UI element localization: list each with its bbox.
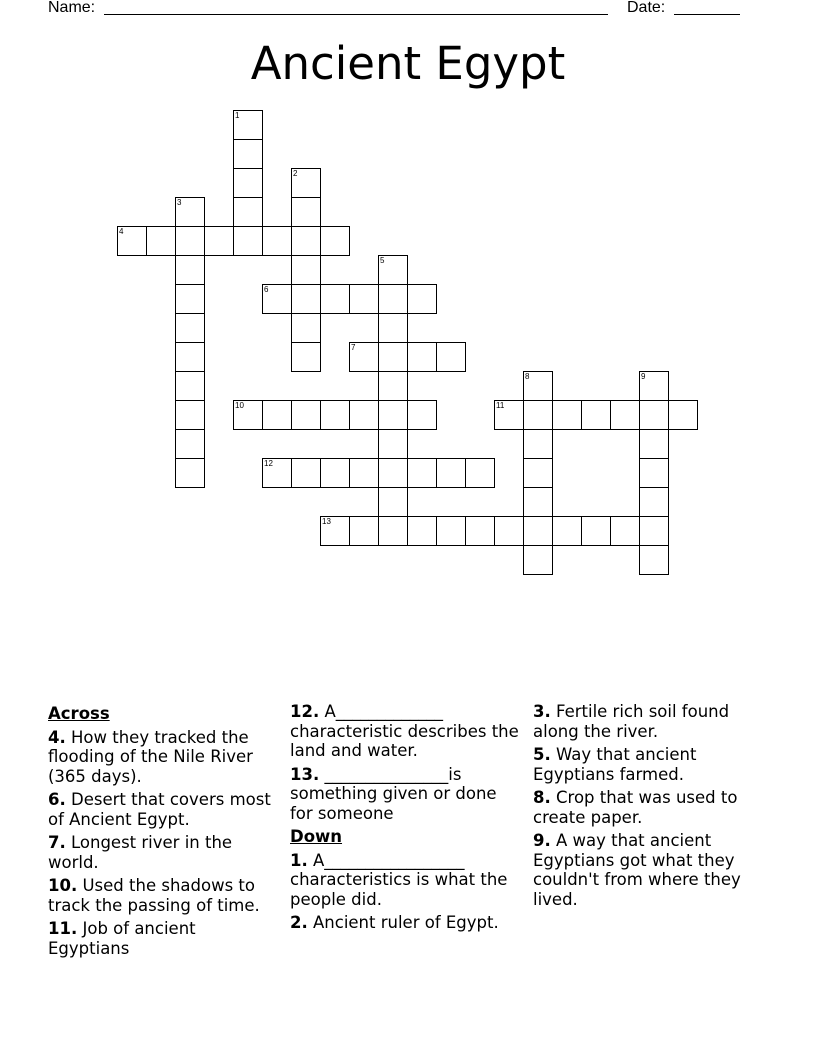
crossword-cell[interactable] bbox=[349, 342, 379, 372]
crossword-cell[interactable] bbox=[639, 458, 669, 488]
crossword-cell[interactable] bbox=[610, 400, 640, 430]
clue-text: A_________________ characteristics is what the people did. bbox=[290, 850, 508, 909]
clue-across-11 bbox=[48, 919, 280, 958]
crossword-cell[interactable] bbox=[349, 516, 379, 546]
crossword-cell[interactable] bbox=[436, 458, 466, 488]
cell-number: 7 bbox=[351, 343, 356, 352]
crossword-cell[interactable] bbox=[262, 458, 292, 488]
crossword-cell[interactable] bbox=[349, 284, 379, 314]
crossword-cell[interactable] bbox=[291, 226, 321, 256]
clue-down-9 bbox=[533, 831, 773, 909]
clue-text: Way that ancient Egyptians farmed. bbox=[533, 745, 697, 784]
crossword-cell[interactable] bbox=[175, 342, 205, 372]
crossword-cell[interactable] bbox=[291, 458, 321, 488]
crossword-cell[interactable] bbox=[291, 255, 321, 285]
cell-number: 3 bbox=[177, 198, 182, 207]
clue-number: 4. bbox=[48, 727, 66, 747]
crossword-cell[interactable] bbox=[175, 255, 205, 285]
clue-text: Ancient ruler of Egypt. bbox=[313, 913, 499, 932]
cell-number: 9 bbox=[641, 372, 646, 381]
crossword-cell[interactable] bbox=[639, 487, 669, 517]
clues-column-2 bbox=[290, 702, 522, 937]
crossword-cell[interactable] bbox=[523, 545, 553, 575]
crossword-cell[interactable] bbox=[407, 284, 437, 314]
crossword-cell[interactable] bbox=[523, 400, 553, 430]
crossword-cell[interactable] bbox=[117, 226, 147, 256]
crossword-cell[interactable] bbox=[552, 516, 582, 546]
crossword-cell[interactable] bbox=[639, 429, 669, 459]
clue-number: 3. bbox=[533, 702, 551, 721]
page-title: Ancient Egypt bbox=[250, 37, 566, 90]
clue-text: A_____________ characteristic describes the land and water. bbox=[290, 702, 519, 760]
clue-across-4 bbox=[48, 728, 280, 787]
crossword-cell[interactable] bbox=[204, 226, 234, 256]
crossword-cell[interactable] bbox=[175, 226, 205, 256]
crossword-cell[interactable] bbox=[378, 400, 408, 430]
clues-column-3 bbox=[533, 702, 773, 913]
crossword-cell[interactable] bbox=[523, 516, 553, 546]
name-label: Name: bbox=[48, 0, 96, 16]
cell-number: 12 bbox=[264, 459, 273, 468]
clue-across-10 bbox=[48, 876, 280, 915]
crossword-cell[interactable] bbox=[465, 516, 495, 546]
crossword-cell[interactable] bbox=[639, 516, 669, 546]
crossword-cell[interactable] bbox=[320, 400, 350, 430]
crossword-cell[interactable] bbox=[320, 516, 350, 546]
crossword-cell[interactable] bbox=[175, 284, 205, 314]
clue-down-1 bbox=[290, 851, 522, 910]
crossword-cell[interactable] bbox=[233, 400, 263, 430]
crossword-cell[interactable] bbox=[639, 371, 669, 401]
cell-number: 4 bbox=[119, 227, 124, 236]
clue-text: Job of ancient Egyptians bbox=[48, 919, 196, 958]
clue-number: 1. bbox=[290, 850, 308, 870]
clue-across-13 bbox=[290, 765, 522, 824]
crossword-cell[interactable] bbox=[378, 458, 408, 488]
crossword-cell[interactable] bbox=[175, 371, 205, 401]
crossword-cell[interactable] bbox=[291, 313, 321, 343]
clue-text: Fertile rich soil found along the river. bbox=[533, 702, 730, 741]
crossword-cell[interactable] bbox=[610, 516, 640, 546]
clue-down-2 bbox=[290, 913, 522, 933]
cell-number: 10 bbox=[235, 401, 244, 410]
crossword-cell[interactable] bbox=[581, 516, 611, 546]
clue-down-8 bbox=[533, 788, 773, 827]
crossword-cell[interactable] bbox=[523, 429, 553, 459]
crossword-cell[interactable] bbox=[523, 458, 553, 488]
crossword-cell[interactable] bbox=[407, 516, 437, 546]
crossword-cell[interactable] bbox=[581, 400, 611, 430]
crossword-cell[interactable] bbox=[407, 458, 437, 488]
cell-number: 6 bbox=[264, 285, 269, 294]
clue-text: Crop that was used to create paper. bbox=[533, 788, 738, 827]
clue-text: How they tracked the flooding of the Nile River (365 days). bbox=[48, 727, 253, 786]
cell-number: 5 bbox=[380, 256, 385, 265]
crossword-cell[interactable] bbox=[494, 400, 524, 430]
crossword-cell[interactable] bbox=[233, 226, 263, 256]
crossword-cell[interactable] bbox=[233, 110, 263, 140]
crossword-cell[interactable] bbox=[320, 226, 350, 256]
crossword-cell[interactable] bbox=[291, 168, 321, 198]
cell-number: 8 bbox=[525, 372, 530, 381]
clue-number: 12. bbox=[290, 702, 320, 721]
clue-text: Desert that covers most of Ancient Egypt. bbox=[48, 790, 271, 829]
clue-number: 9. bbox=[533, 831, 551, 850]
crossword-cell[interactable] bbox=[378, 342, 408, 372]
crossword-cell[interactable] bbox=[436, 516, 466, 546]
crossword-cell[interactable] bbox=[146, 226, 176, 256]
crossword-cell[interactable] bbox=[175, 313, 205, 343]
clue-number: 7. bbox=[48, 833, 66, 852]
crossword-cell[interactable] bbox=[378, 313, 408, 343]
crossword-cell[interactable] bbox=[465, 458, 495, 488]
crossword-cell[interactable] bbox=[175, 429, 205, 459]
crossword-cell[interactable] bbox=[233, 168, 263, 198]
down-heading: Down bbox=[290, 827, 343, 846]
crossword-cell[interactable] bbox=[233, 139, 263, 169]
clues-column-1 bbox=[48, 702, 280, 962]
crossword-cell[interactable] bbox=[378, 429, 408, 459]
clue-text: Longest river in the world. bbox=[48, 833, 233, 872]
clue-across-6 bbox=[48, 790, 280, 829]
crossword-cell[interactable] bbox=[407, 400, 437, 430]
date-label: Date: bbox=[627, 0, 666, 16]
crossword-cell[interactable] bbox=[378, 255, 408, 285]
clue-number: 10. bbox=[48, 876, 78, 895]
crossword-cell[interactable] bbox=[291, 197, 321, 227]
cell-number: 2 bbox=[293, 169, 298, 178]
crossword-cell[interactable] bbox=[523, 371, 553, 401]
cell-number: 13 bbox=[322, 517, 331, 526]
clue-across-12 bbox=[290, 702, 522, 761]
clue-text: _______________is something given or done for someone bbox=[290, 764, 497, 823]
crossword-cell[interactable] bbox=[407, 342, 437, 372]
crossword-cell[interactable] bbox=[378, 516, 408, 546]
crossword-cell[interactable] bbox=[523, 487, 553, 517]
crossword-cell[interactable] bbox=[233, 197, 263, 227]
clue-number: 2. bbox=[290, 913, 308, 932]
clue-text: A way that ancient Egyptians got what they couldn't from where they lived. bbox=[533, 831, 741, 909]
crossword-cell[interactable] bbox=[320, 284, 350, 314]
clue-text: Used the shadows to track the passing of time. bbox=[48, 876, 260, 915]
crossword-cell[interactable] bbox=[552, 400, 582, 430]
crossword-cell[interactable] bbox=[494, 516, 524, 546]
crossword-cell[interactable] bbox=[291, 342, 321, 372]
clue-across-7 bbox=[48, 833, 280, 872]
crossword-cell[interactable] bbox=[291, 284, 321, 314]
crossword-cell[interactable] bbox=[262, 284, 292, 314]
crossword-cell[interactable] bbox=[262, 400, 292, 430]
clue-number: 13. bbox=[290, 764, 320, 784]
clue-down-3 bbox=[533, 702, 773, 741]
crossword-cell[interactable] bbox=[378, 487, 408, 517]
crossword-cell[interactable] bbox=[349, 400, 379, 430]
crossword-cell[interactable] bbox=[378, 371, 408, 401]
crossword-cell[interactable] bbox=[291, 400, 321, 430]
clue-number: 8. bbox=[533, 788, 551, 807]
crossword-cell[interactable] bbox=[668, 400, 698, 430]
across-heading: Across bbox=[48, 704, 110, 723]
crossword-cell[interactable] bbox=[378, 284, 408, 314]
clue-down-5 bbox=[533, 745, 773, 784]
crossword-cell[interactable] bbox=[436, 342, 466, 372]
crossword-cell[interactable] bbox=[639, 545, 669, 575]
crossword-cell[interactable] bbox=[320, 458, 350, 488]
crossword-cell[interactable] bbox=[175, 197, 205, 227]
crossword-cell[interactable] bbox=[262, 226, 292, 256]
crossword-cell[interactable] bbox=[639, 400, 669, 430]
cell-number: 11 bbox=[496, 401, 505, 410]
crossword-cell[interactable] bbox=[349, 458, 379, 488]
crossword-cell[interactable] bbox=[175, 400, 205, 430]
clue-number: 5. bbox=[533, 745, 551, 764]
crossword-cell[interactable] bbox=[175, 458, 205, 488]
clue-number: 6. bbox=[48, 790, 66, 809]
clue-number: 11. bbox=[48, 919, 78, 938]
cell-number: 1 bbox=[235, 111, 240, 120]
